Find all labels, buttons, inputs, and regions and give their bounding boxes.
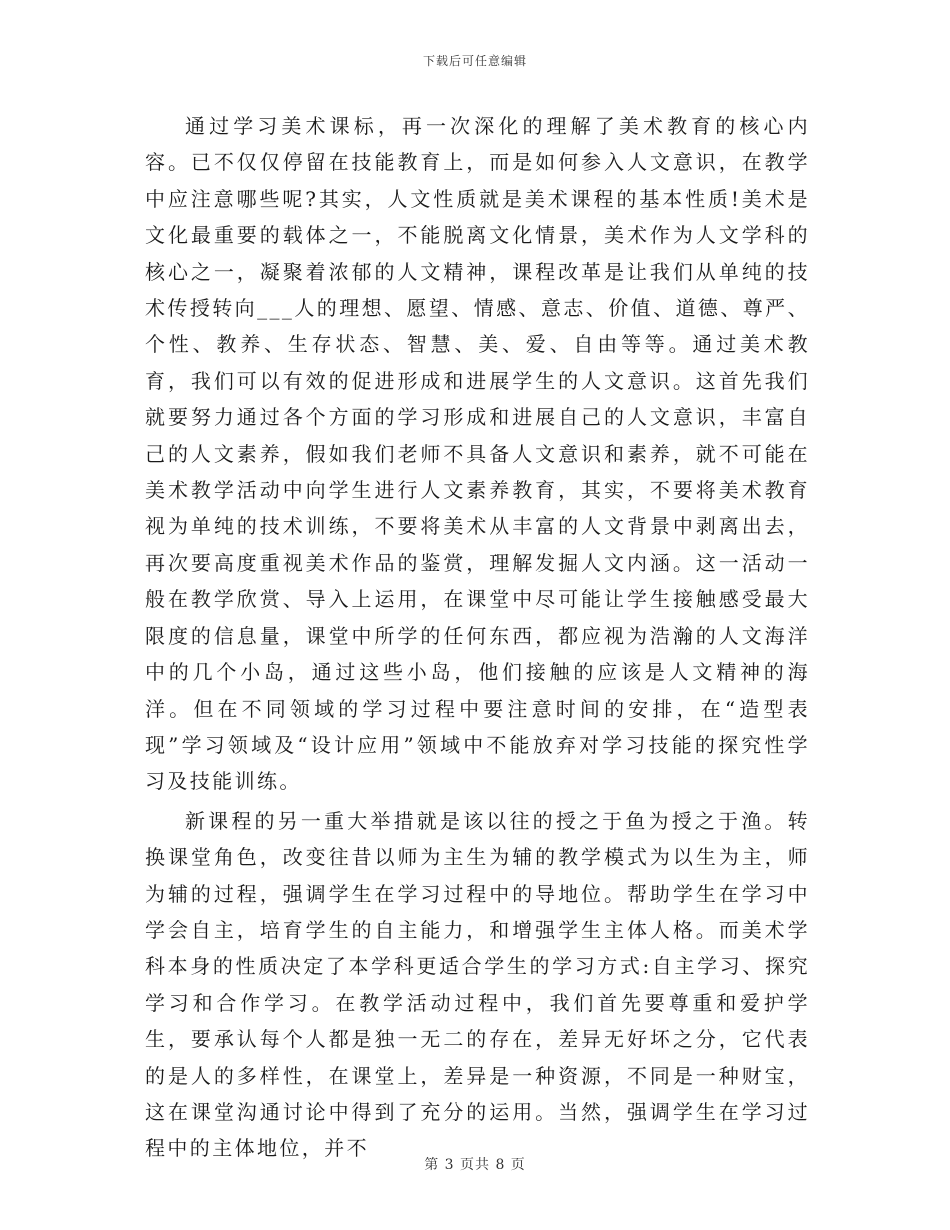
document-body xyxy=(145,108,810,1167)
page-number: 第 3 页共 8 页 xyxy=(424,1157,526,1173)
paragraph-1: 通过学习美术课标，再一次深化的理解了美术教育的核心内容。已不仅仅停留在技能教育上，而是如何参入人文意识，在教学中应注意哪些呢?其实，人文性质就是美术课程的基本性质!美术是文化最重要的载体之一，不能脱离文化情景，美术作为人文学科的核心之一，凝聚着浓郁的人文精神，课程改革是让我们从单纯的技术传授转向___人的理想、愿望、情感、意志、价值、道德、尊严、个性、教养、生存状态、智慧、美、爱、自由等等。通过美术教育，我们可以有效的促进形成和进展学生的人文意识。这首先我们就要努力通过各个方面的学习形成和进展自己的人文意识，丰富自己的人文素养，假如我们老师不具备人文意识和素养，就不可能在美术教学活动中向学生进行人文素养教育，其实，不要将美术教育视为单纯的技术训练，不要将美术从丰富的人文背景中剥离出去，再次要高度重视美术作品的鉴赏，理解发掘人文内涵。这一活动一般在教学欣赏、导入上运用，在课堂中尽可能让学生接触感受最大限度的信息量，课堂中所学的任何东西，都应视为浩瀚的人文海洋中的几个小岛，通过这些小岛，他们接触的应该是人文精神的海洋。但在不同领域的学习过程中要注意时间的安排，在“造型表现”学习领域及“设计应用”领域中不能放弃对学习技能的探究性学习及技能训练。 xyxy=(145,114,810,794)
paragraph-2: 新课程的另一重大举措就是该以往的授之于鱼为授之于渔。转换课堂角色，改变往昔以师为主生为辅的教学模式为以生为主，师为辅的过程，强调学生在学习过程中的导地位。帮助学生在学习中学会自主，培育学生的自主能力，和增强学生主体人格。而美术学科本身的性质决定了本学科更适合学生的学习方式:自主学习、探究学习和合作学习。在教学活动过程中，我们首先要尊重和爱护学生，要承认每个人都是独一无二的存在，差异无好坏之分，它代表的是人的多样性，在课堂上，差异是一种资源，不同是一种财宝，这在课堂沟通讨论中得到了充分的运用。当然，强调学生在学习过程中的主体地位，并不 xyxy=(145,808,810,1161)
page-header: 下载后可任意编辑 xyxy=(422,54,527,68)
